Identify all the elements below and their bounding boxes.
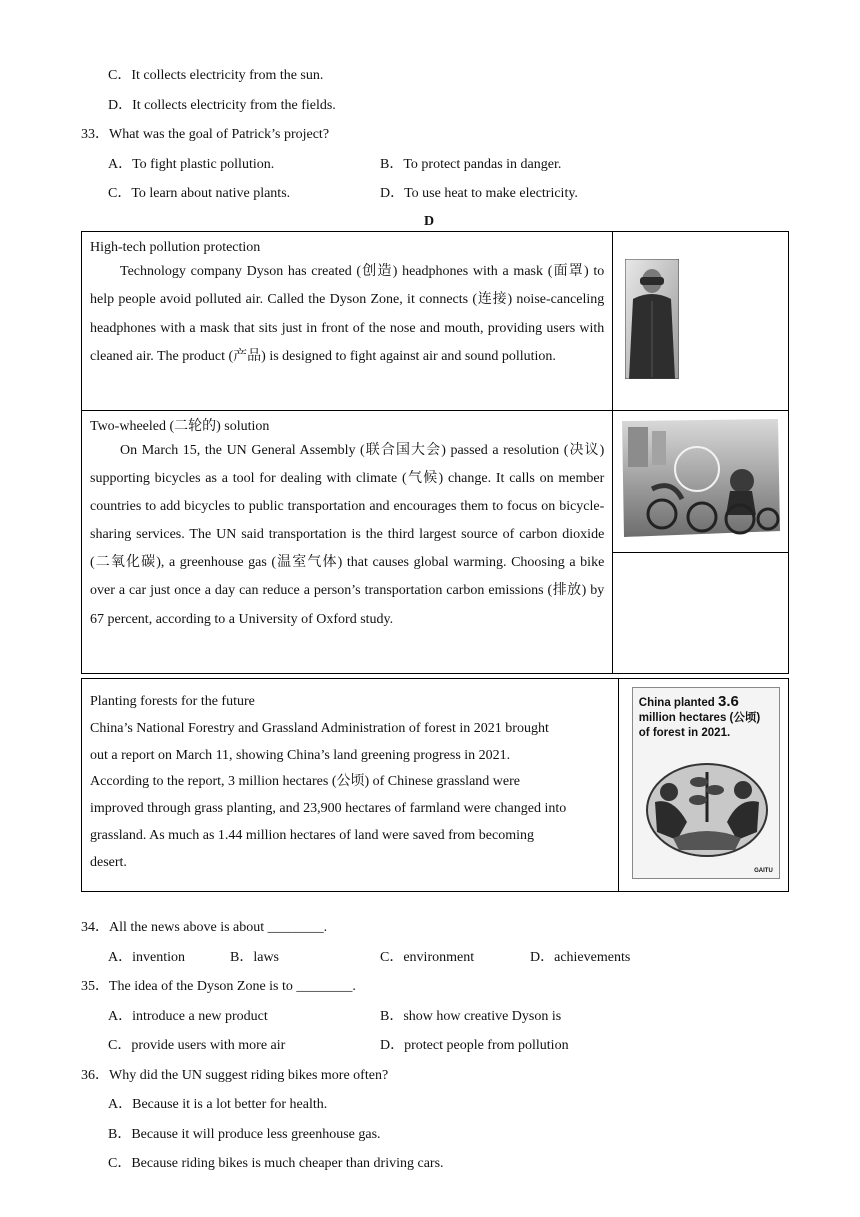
q35-option-a: A．introduce a new product — [108, 1009, 268, 1024]
poster-credit: GAITU — [754, 868, 773, 874]
q33-option-d: D．To use heat to make electricity. — [380, 186, 578, 201]
article-1-image-cell — [613, 232, 789, 411]
article-2-title: Two-wheeled (二轮的) solution — [90, 419, 270, 434]
poster-line-1-prefix: China planted — [638, 697, 719, 709]
q34-option-d: D．achievements — [530, 950, 631, 965]
article-3-title: Planting forests for the future — [90, 694, 255, 709]
question-35-stem: 35．The idea of the Dyson Zone is to ________. — [81, 979, 356, 994]
dyson-zone-photo — [625, 259, 679, 379]
q36-option-b: B．Because it will produce less greenhouse gas. — [108, 1127, 381, 1142]
article-2-image-cell — [613, 411, 789, 553]
article-3-cell — [82, 679, 619, 892]
q35-option-d: D．protect people from pollution — [380, 1038, 569, 1053]
tree-planting-illustration — [643, 752, 771, 862]
poster-number: 3.6 — [718, 693, 739, 710]
option-c: C．It collects electricity from the sun. — [108, 68, 324, 83]
q34-option-b: B．laws — [230, 950, 279, 965]
article-3-line-6: desert. — [90, 854, 127, 870]
question-33-stem: 33．What was the goal of Patrick’s project? — [81, 127, 330, 142]
article-3-line-2: out a report on March 11, showing China’s land greening progress in 2021. — [90, 747, 511, 763]
poster-line-2: million hectares (公顷) — [638, 712, 761, 724]
article-1-cell — [82, 232, 613, 411]
news-table — [81, 231, 789, 674]
q33-option-b: B．To protect pandas in danger. — [380, 157, 562, 172]
article-3-line-4: improved through grass planting, and 23,900 hectares of farmland were changed into — [90, 801, 567, 817]
question-34-stem: 34．All the news above is about ________. — [81, 920, 328, 935]
q36-option-a: A．Because it is a lot better for health. — [108, 1097, 328, 1112]
forest-poster — [632, 687, 780, 879]
q36-option-c: C．Because riding bikes is much cheaper than driving cars. — [108, 1156, 444, 1171]
cyclists-photo — [622, 419, 780, 539]
article-3-line-5: grassland. As much as 1.44 million hectares of land were saved from becoming — [90, 827, 534, 843]
article-3-image-cell — [618, 679, 788, 892]
q34-option-c: C．environment — [380, 950, 475, 965]
q35-option-c: C．provide users with more air — [108, 1038, 286, 1053]
question-36-stem: 36．Why did the UN suggest riding bikes more often? — [81, 1068, 389, 1083]
q33-option-c: C．To learn about native plants. — [108, 186, 291, 201]
q33-option-a: A．To fight plastic pollution. — [108, 157, 275, 172]
article-2-body: On March 15, the UN General Assembly (联合国大会) passed a resolution (决议) supporting bicycles as a tool for dealing with climate (气候) change. It calls on member countries to add bicycles to public transportation and encourages them to focus on bicycle-sharing services. The UN said transportation is the third largest source of carbon dioxide (二氧化碳), a greenhouse gas (温室气体) that causes global warming. Choosing a bike over a car just once a day can reduce a person’s transportation carbon emissions (排放) by 67 percent, according to a University of Oxford study. — [90, 443, 605, 627]
option-d: D．It collects electricity from the fields. — [108, 98, 336, 113]
poster-line-3: of forest in 2021. — [638, 727, 731, 739]
article-3-line-1: China’s National Forestry and Grassland Administration of forest in 2021 brought — [90, 720, 549, 736]
q34-option-a: A．invention — [108, 950, 185, 965]
section-label: D — [424, 214, 435, 229]
article-3-line-3: According to the report, 3 million hectares (公顷) of Chinese grassland were — [90, 774, 520, 790]
forest-table — [81, 678, 789, 892]
q35-option-b: B．show how creative Dyson is — [380, 1009, 562, 1024]
poster-line-1 — [639, 694, 775, 711]
article-2-cell — [82, 411, 613, 674]
article-2-empty-cell — [613, 553, 789, 674]
article-1-body: Technology company Dyson has created (创造) headphones with a mask (面罩) to help people avoid polluted air. Called the Dyson Zone, it connects (连接) noise-canceling headphones with a mask that sits just in front of the nose and mouth, providing users with cleaned air. The product (产品) is designed to fight against air and sound pollution. — [90, 264, 605, 365]
article-1-title: High-tech pollution protection — [90, 240, 261, 255]
